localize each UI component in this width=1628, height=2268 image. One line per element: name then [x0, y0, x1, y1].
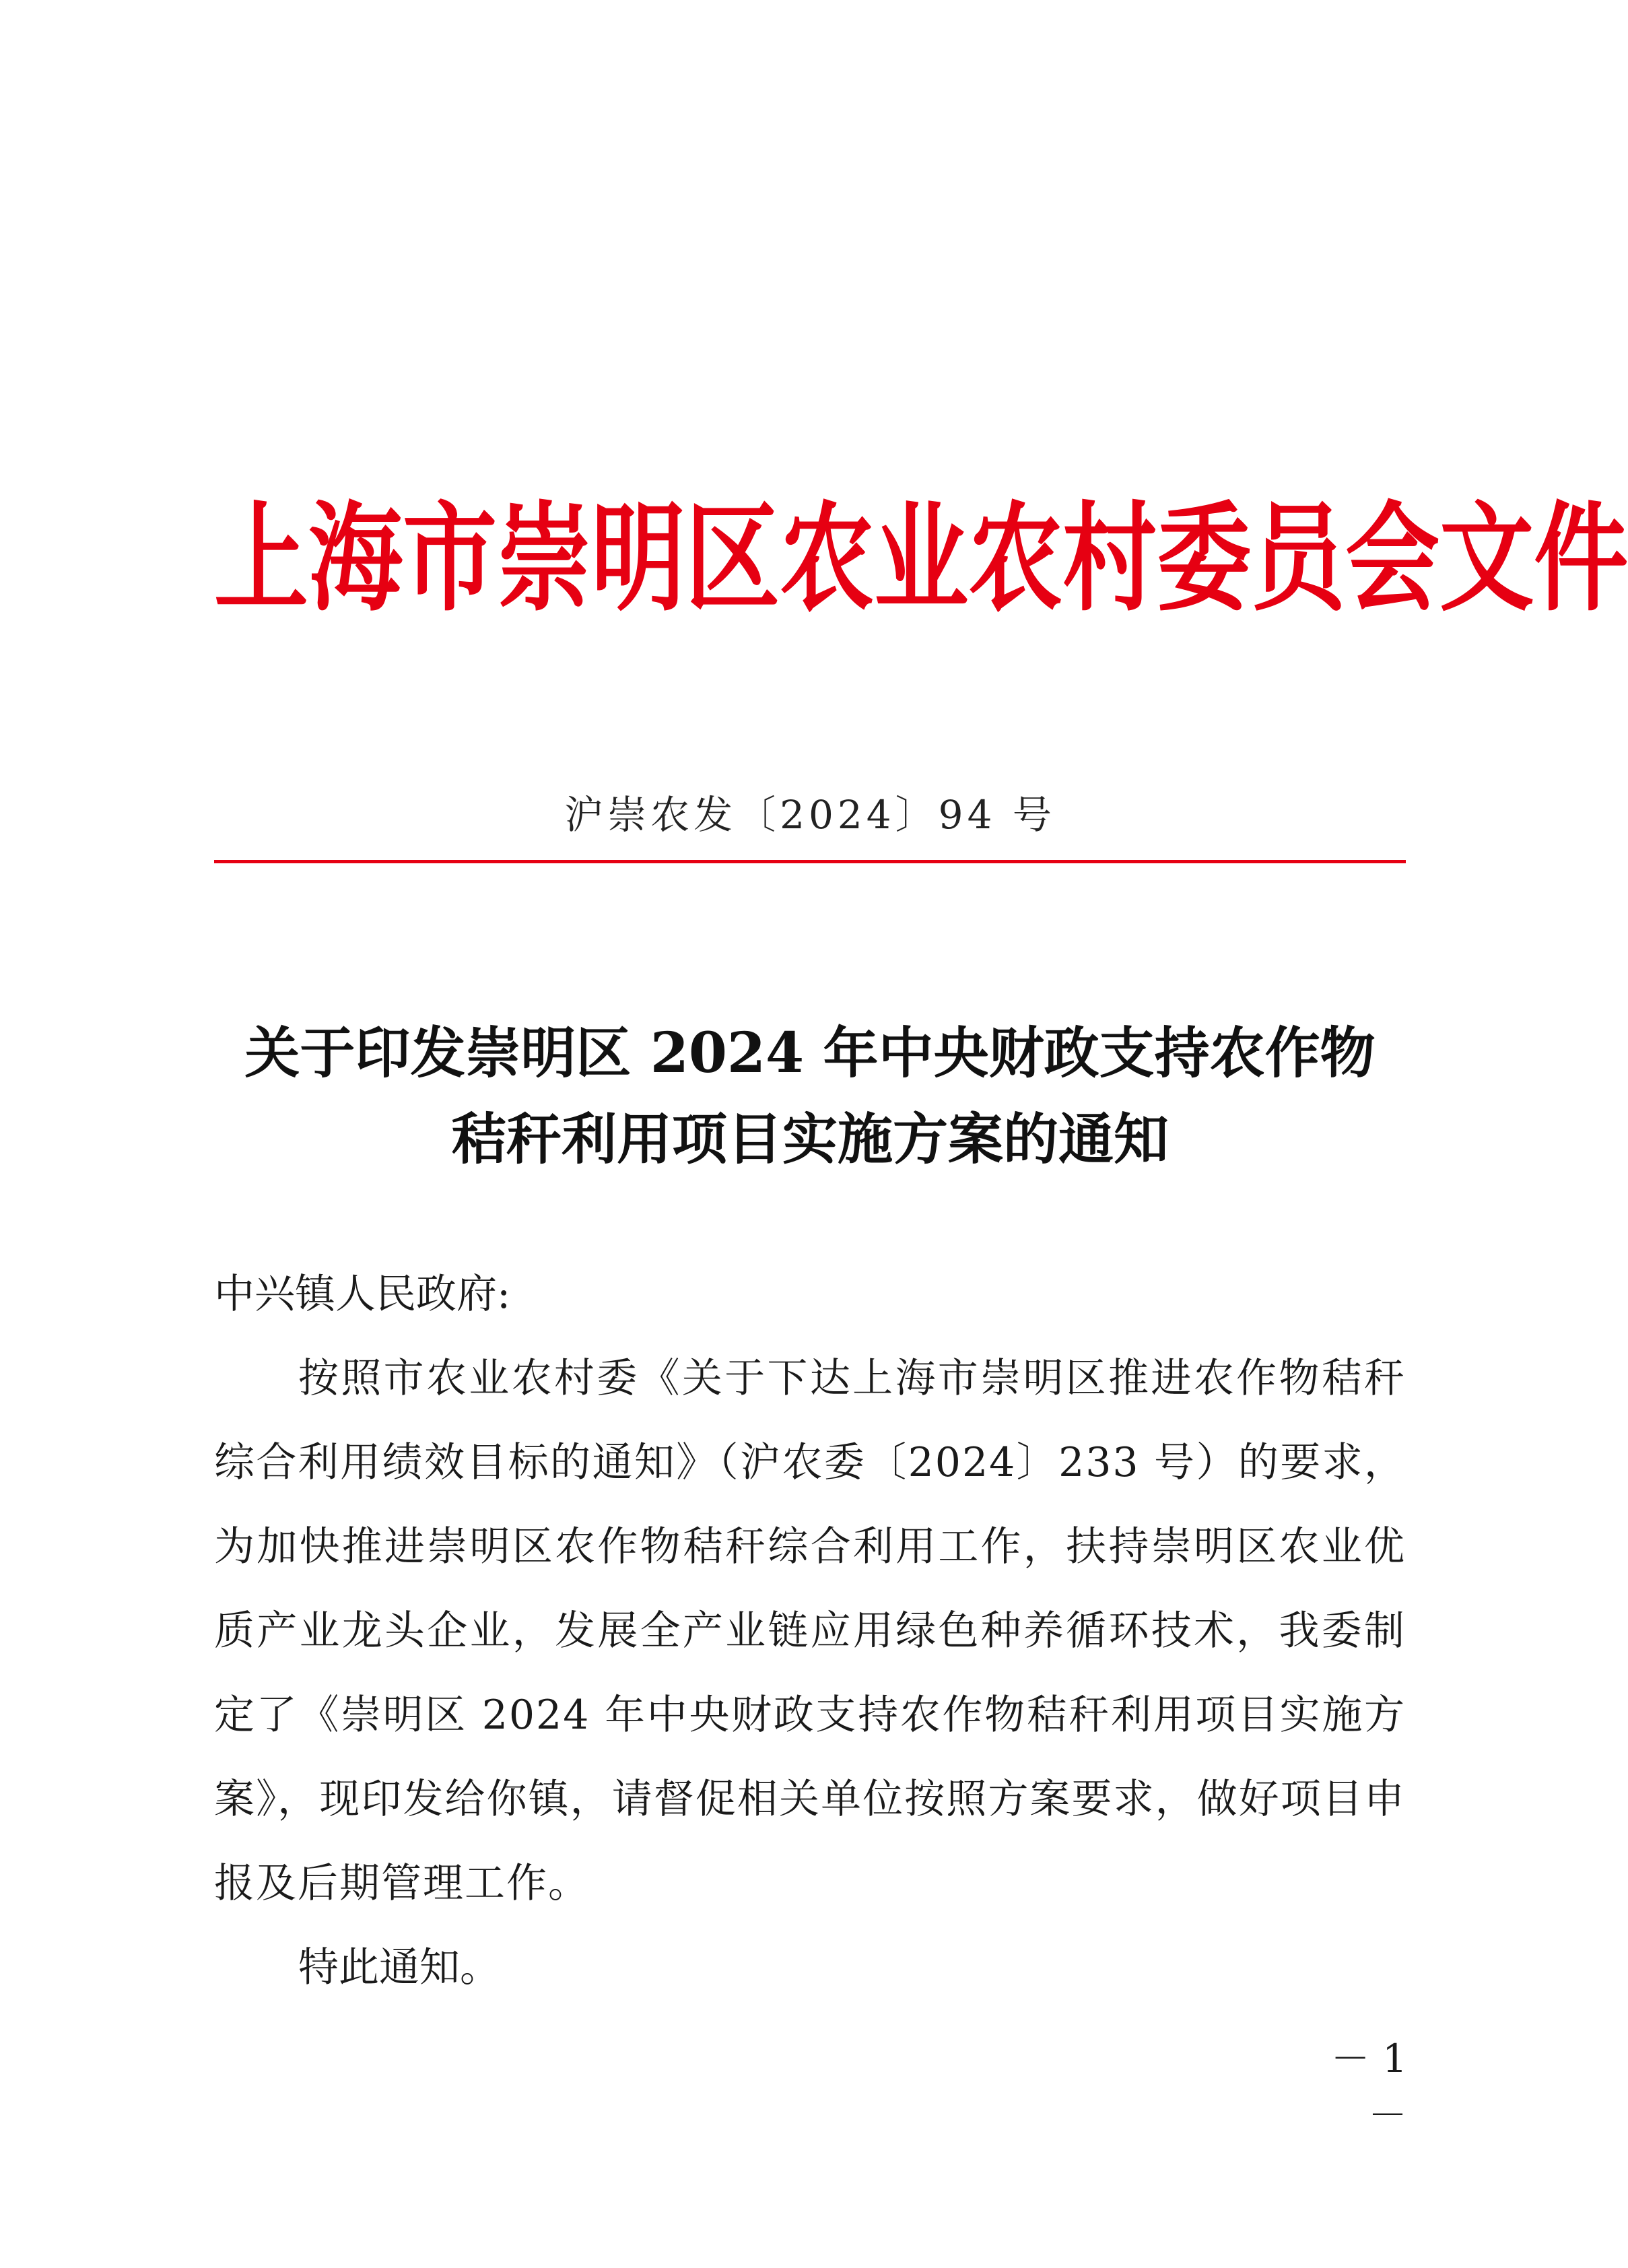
header-char: 文	[1439, 490, 1534, 628]
header-char: 农	[780, 490, 875, 628]
closing-remark: 特此通知。	[298, 1944, 500, 1991]
body-paragraph: 按照市农业农村委《关于下达上海市崇明区推进农作物秸秆综合利用绩效目标的通知》（沪农委〔2024〕233 号）的要求，为加快推进崇明区农作物秸秆综合利用工作，扶持崇明区农业优质产业龙头企业，发展全产业链应用绿色种养循环技术，我委制定了《崇明区 2024 年中央财政支持农作物秸秆利用项目实施方案》，现印发给你镇，请督促相关单位按照方案要求，做好项目申报及后期管理工作。	[214, 1355, 1406, 1907]
header-char: 市	[403, 490, 498, 628]
header-char: 员	[1251, 490, 1346, 628]
header-char: 业	[874, 490, 969, 628]
issuing-organization-header	[214, 481, 1628, 636]
red-divider-line	[214, 860, 1406, 863]
document-title	[214, 1010, 1406, 1182]
header-char: 件	[1534, 490, 1628, 628]
header-char: 农	[968, 490, 1063, 628]
page-number: － 1 －	[1330, 2036, 1407, 2138]
header-char: 委	[1157, 490, 1252, 628]
document-body	[214, 1253, 1406, 2010]
header-char: 崇	[497, 490, 592, 628]
header-char: 区	[685, 490, 780, 628]
header-char: 明	[591, 490, 686, 628]
salutation: 中兴镇人民政府:	[214, 1271, 511, 1318]
title-line-2: 秸秆利用项目实施方案的通知	[450, 1107, 1169, 1172]
header-char: 村	[1062, 490, 1157, 628]
header-char: 会	[1345, 490, 1440, 628]
title-line-1: 关于印发崇明区 2024 年中央财政支持农作物	[244, 1021, 1376, 1086]
document-number: 沪崇农发〔2024〕94 号	[564, 792, 1056, 838]
header-char: 海	[308, 490, 403, 628]
header-char: 上	[214, 490, 309, 628]
